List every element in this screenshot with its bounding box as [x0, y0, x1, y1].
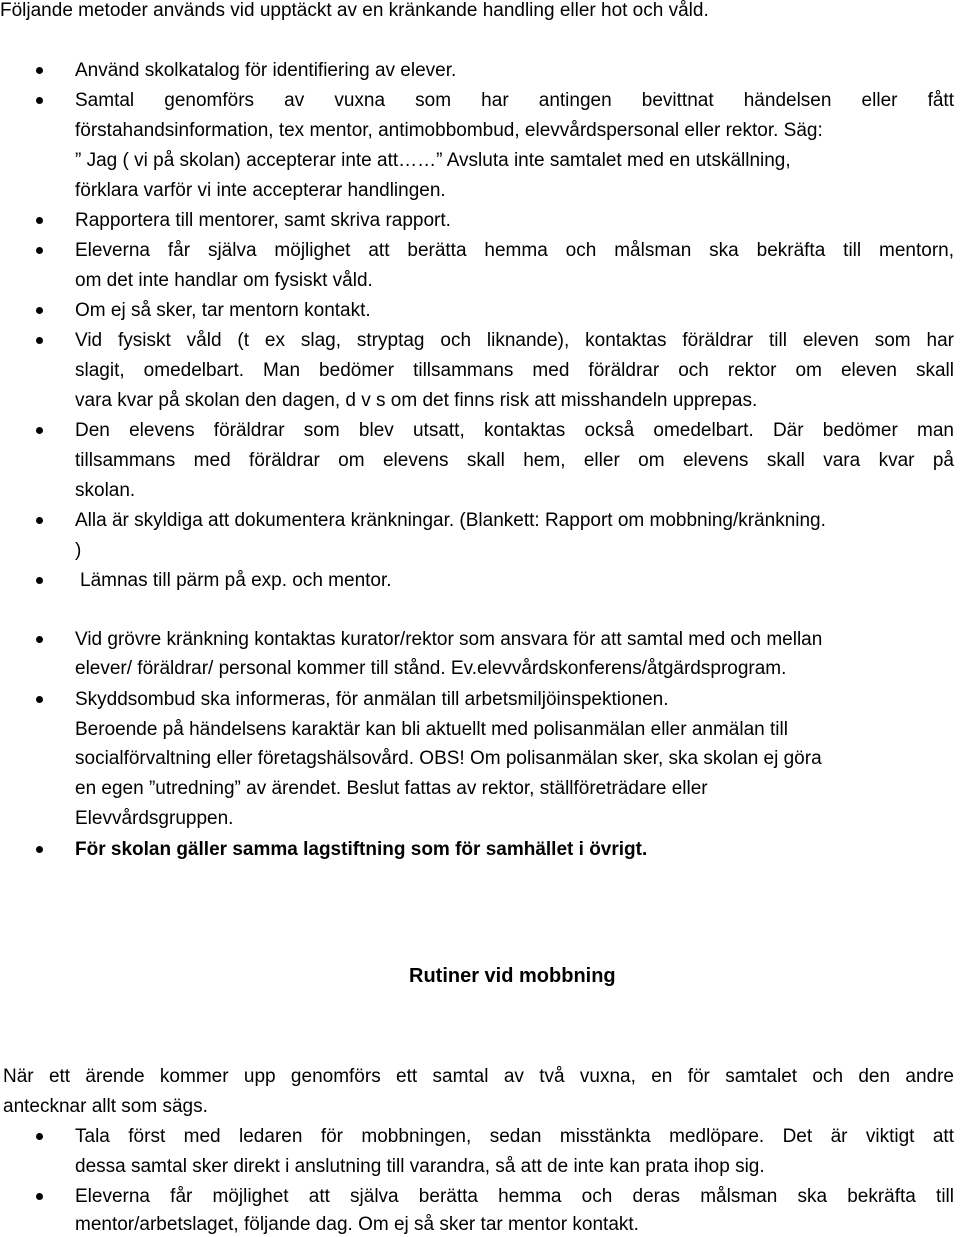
- bullet-icon: [36, 846, 43, 853]
- list-item-continued: förklara varför vi inte accepterar handlingen.: [75, 180, 446, 201]
- list-item-continued: elever/ föräldrar/ personal kommer till stånd. Ev.elevvårdskonferens/åtgärdsprogram.: [75, 658, 787, 679]
- list-item-continued: socialförvaltning eller företagshälsovård. OBS! Om polisanmälan sker, ska skolan ej göra: [75, 748, 822, 769]
- bullet-icon: [36, 307, 43, 314]
- bullet-icon: [36, 636, 43, 643]
- list-item: Tala först med ledaren för mobbningen, sedan misstänkta medlöpare. Det är viktigt att: [75, 1126, 954, 1147]
- list-item: Eleverna får själva möjlighet att berätta hemma och målsman ska bekräfta till mentorn,: [75, 240, 954, 261]
- list-item-continued: ): [75, 540, 82, 561]
- bullet-icon: [36, 337, 43, 344]
- list-item-continued: slagit, omedelbart. Man bedömer tillsammans med föräldrar och rektor om eleven skall: [75, 360, 954, 381]
- list-item-continued: förstahandsinformation, tex mentor, antimobbombud, elevvårdspersonal eller rektor. Säg:: [75, 120, 823, 141]
- bullet-icon: [36, 247, 43, 254]
- bullet-icon: [36, 217, 43, 224]
- list-item-continued: tillsammans med föräldrar om elevens skall hem, eller om elevens skall vara kvar på: [75, 450, 954, 471]
- list-item: Om ej så sker, tar mentorn kontakt.: [75, 300, 371, 321]
- paragraph-continued: antecknar allt som sägs.: [3, 1096, 208, 1117]
- list-item-continued: mentor/arbetslaget, följande dag. Om ej så sker tar mentor kontakt.: [75, 1214, 639, 1235]
- list-item: Rapportera till mentorer, samt skriva rapport.: [75, 210, 451, 231]
- bullet-icon: [36, 1193, 43, 1200]
- section-title: Rutiner vid mobbning: [409, 965, 616, 987]
- list-item-continued: en egen ”utredning” av ärendet. Beslut fattas av rektor, ställföreträdare eller: [75, 778, 708, 799]
- bullet-icon: [36, 427, 43, 434]
- intro-text: Följande metoder används vid upptäckt av en kränkande handling eller hot och våld.: [0, 0, 709, 21]
- bullet-icon: [36, 67, 43, 74]
- bullet-icon: [36, 97, 43, 104]
- list-item: Eleverna får möjlighet att själva berätta hemma och deras målsman ska bekräfta till: [75, 1186, 954, 1207]
- bullet-icon: [36, 1133, 43, 1140]
- list-item-continued: dessa samtal sker direkt i anslutning till varandra, så att de inte kan prata ihop sig.: [75, 1156, 765, 1177]
- bullet-icon: [36, 577, 43, 584]
- list-item-continued: skolan.: [75, 480, 136, 501]
- bullet-icon: [36, 696, 43, 703]
- list-item-continued: om det inte handlar om fysiskt våld.: [75, 270, 373, 291]
- list-item: Samtal genomförs av vuxna som har antingen bevittnat händelsen eller fått: [75, 90, 954, 111]
- list-item-continued: ” Jag ( vi på skolan) accepterar inte att……” Avsluta inte samtalet med en utskällning,: [75, 150, 791, 171]
- list-item-bold: För skolan gäller samma lagstiftning som för samhället i övrigt.: [75, 839, 648, 860]
- list-item: Vid grövre kränkning kontaktas kurator/rektor som ansvara för att samtal med och mellan: [75, 629, 823, 650]
- list-item: Använd skolkatalog för identifiering av elever.: [75, 60, 457, 81]
- list-item-continued: Beroende på händelsens karaktär kan bli aktuellt med polisanmälan eller anmälan till: [75, 719, 788, 740]
- list-item: Vid fysiskt våld (t ex slag, stryptag och liknande), kontaktas föräldrar till eleven som har: [75, 330, 954, 351]
- list-item-continued: Elevvårdsgruppen.: [75, 808, 234, 829]
- list-item: Skyddsombud ska informeras, för anmälan till arbetsmiljöinspektionen.: [75, 689, 669, 710]
- list-item: Alla är skyldiga att dokumentera kränkningar. (Blankett: Rapport om mobbning/kränkning.: [75, 510, 826, 531]
- list-item-continued: vara kvar på skolan den dagen, d v s om det finns risk att misshandeln upprepas.: [75, 390, 758, 411]
- list-item: Lämnas till pärm på exp. och mentor.: [80, 570, 392, 591]
- bullet-icon: [36, 517, 43, 524]
- paragraph: När ett ärende kommer upp genomförs ett samtal av två vuxna, en för samtalet och den andre: [3, 1066, 954, 1087]
- list-item: Den elevens föräldrar som blev utsatt, kontaktas också omedelbart. Där bedömer man: [75, 420, 954, 441]
